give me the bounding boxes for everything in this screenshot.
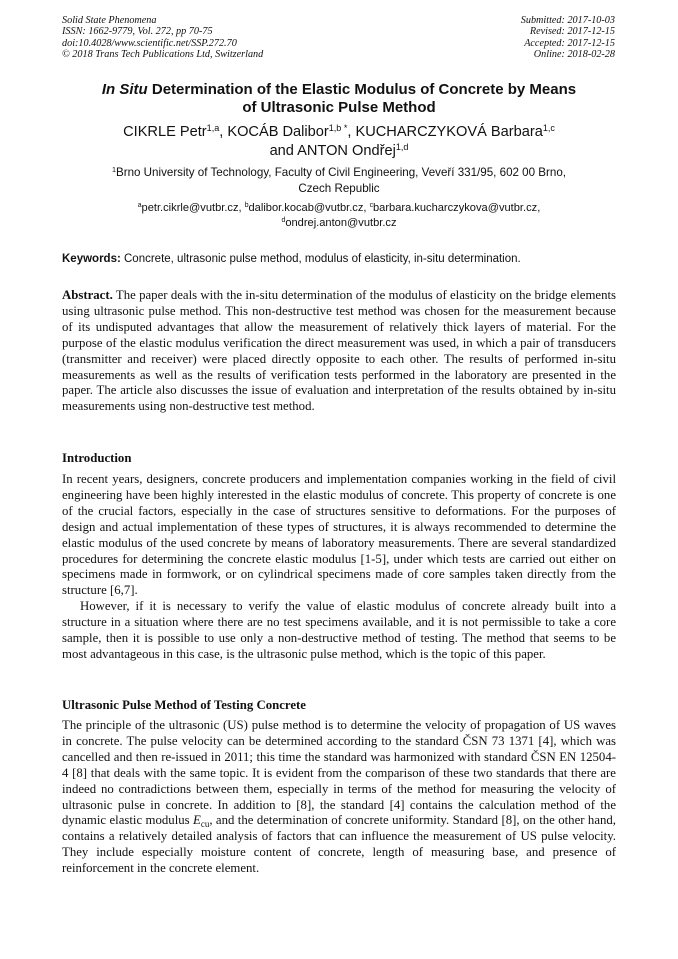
keywords-label: Keywords: [62, 253, 121, 265]
modulus-subscript: cu [200, 819, 210, 830]
author-name: CIKRLE Petr [123, 124, 207, 140]
affiliation-sup: 1 [111, 165, 116, 175]
journal-doi: doi:10.4028/www.scientific.net/SSP.272.70 [62, 37, 237, 49]
author-sup: 1,a [206, 123, 220, 134]
affiliation-line1: Brno University of Technology, Faculty of Civil Engineering, Veveří 331/95, 602 00 Brno, [115, 166, 567, 179]
author-sup: 1,b * [328, 123, 348, 134]
paragraph-start: The principle of the ultrasonic (US) pulse method is to determine the velocity of propagation of US waves in concrete. The pulse velocity can be determined according to the standard ČSN 73 1371 [4], which was cancelled and then re-issued in 2011; this time the standard was harmonized with standard ČSN EN 12504-4 [8] that deals with the same topic. It is evident from the comparison of these two standards that there are indeed no contradictions between them, especially in terms of the method for measuring the velocity of ultrasonic pulse in concrete. In addition to [8], the standard [4] contains the calculation method of the dynamic elastic modulus [62, 718, 616, 828]
abstract-label: Abstract. [62, 288, 113, 302]
section-heading-ultrasonic: Ultrasonic Pulse Method of Testing Concrete [62, 698, 306, 712]
paper-title [62, 81, 616, 117]
author-name: KUCHARCZYKOVÁ Barbara [355, 124, 543, 140]
date-online: Online: 2018-02-28 [533, 49, 615, 61]
email-link[interactable]: dalibor.kocab@vutbr.cz [248, 202, 364, 214]
journal-header [62, 15, 263, 61]
email-link[interactable]: barbara.kucharczykova@vutbr.cz [373, 202, 538, 214]
date-accepted: Accepted: 2017-12-15 [524, 37, 615, 49]
introduction-body [62, 472, 616, 663]
modulus-symbol: E [193, 813, 201, 828]
author-sup: 1,d [395, 142, 409, 153]
journal-copyright: © 2018 Trans Tech Publications Ltd, Switzerland [62, 49, 264, 61]
dates-header [521, 15, 615, 61]
abstract [62, 288, 616, 415]
date-revised: Revised: 2017-12-15 [529, 26, 615, 38]
keywords-text: Concrete, ultrasonic pulse method, modulus of elasticity, in-situ determination. [124, 253, 521, 265]
title-line1: Determination of the Elastic Modulus of Concrete by Means [147, 81, 577, 98]
keywords [62, 252, 622, 267]
title-line2: of Ultrasonic Pulse Method [242, 99, 436, 116]
affiliation-line2: Czech Republic [298, 182, 380, 195]
journal-name: Solid State Phenomena [62, 15, 157, 26]
author-list: CIKRLE Petr$^{1,a}$, KOCÁB Dalibor$^{1,b *}$, KUCHARCZYKOVÁ Barbara$^{1,c}$ and ANTON Ondřej$^{1,d}$ [123, 123, 555, 159]
ultrasonic-body [62, 718, 616, 877]
author-emails: $^a$petr.cikrle@vutbr.cz, $^b$dalibor.kocab@vutbr.cz, $^c$barbara.kucharczykova@vutbr.cz, $^d$ondrej.anton@vutbr.cz [137, 202, 541, 229]
author-name: and ANTON Ondřej [269, 143, 396, 159]
title-italic: In Situ [101, 81, 148, 98]
paragraph-end: , and the determination of concrete uniformity. Standard [8], on the other hand, contains a relatively detailed analysis of factors that can influence the measurement of US pulse velocity. They include especially moisture content of concrete, length of measuring base, and presence of reinforcement in the concrete element. [62, 813, 616, 876]
email-link[interactable]: ondrej.anton@vutbr.cz [285, 217, 397, 229]
author-sup: 1,c [542, 123, 555, 134]
paragraph: In recent years, designers, concrete producers and implementation companies working in the field of civil engineering have been highly interested in the elastic modulus of concrete. This property of concrete is one of the crucial factors, especially in the case of structures sensitive to deformations. For the purposes of design and actual implementation of these types of structures, it is always recommended to determine the elastic modulus of the used concrete by means of laboratory measurements. There are several standardized procedures for determining the concrete elastic modulus [1-5], under which tests are carried out either on specimens made in formwork, or on cylindrical specimens made of core samples taken directly from the structure [6,7]. [62, 472, 616, 598]
abstract-text: The paper deals with the in-situ determination of the modulus of elasticity on the bridge elements using ultrasonic pulse method. This non-destructive test method was chosen for the measurement because of its undisputed advantages that allow the measurement of relatively thick layers of material. For the purpose of the elastic modulus verification the direct measurement was used, in which a pair of transducers (transmitter and receiver) were placed directly opposite to each other. The results of performed in-situ measurements as well as the results of verification tests performed in the laboratory are presented in the paper. The article also discusses the issue of evaluation and interpretation of the results obtained by in-situ measurements using non-destructive test method. [62, 288, 617, 414]
paragraph: However, if it is necessary to verify the value of elastic modulus of concrete already built into a structure in a situation where there are no test specimens available, and it is not permissible to take a core sample, then it is possible to use only a non-destructive method of testing. The method that seems to be most advantageous in this case, is the ultrasonic pulse method, which is the topic of this paper. [62, 599, 616, 661]
affiliation [62, 165, 616, 197]
journal-issn: ISSN: 1662-9779, Vol. 272, pp 70-75 [62, 26, 213, 38]
author-name: KOCÁB Dalibor [227, 124, 329, 140]
email-link[interactable]: petr.cikrle@vutbr.cz [141, 202, 239, 214]
section-heading-introduction: Introduction [62, 451, 132, 465]
date-submitted: Submitted: 2017-10-03 [520, 15, 615, 26]
